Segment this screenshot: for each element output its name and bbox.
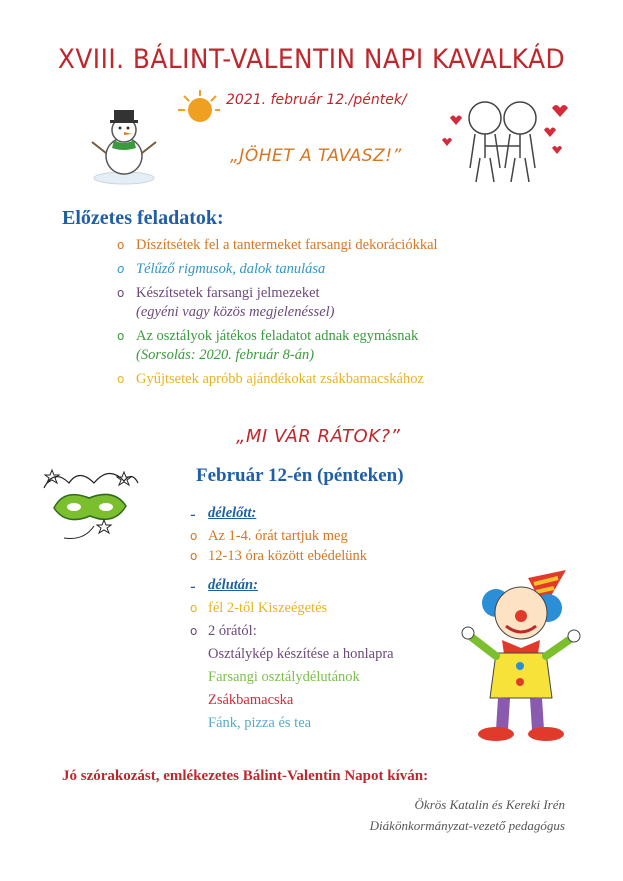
morning-label: délelőtt: (208, 505, 257, 521)
list-item: o Télűző rigmusok, dalok tanulása (117, 261, 326, 277)
hearts-couple-icon (440, 88, 570, 188)
list-item: Fánk, pizza és tea (208, 715, 312, 731)
signature-role: Diákönkormányzat-vezető pedagógus (369, 818, 565, 833)
carnival-mask-icon (34, 458, 144, 548)
prep-heading: Előzetes feladatok: (62, 207, 224, 229)
list-item: Farsangi osztálydélutánok (208, 669, 360, 685)
list-item: o Díszítsétek fel a tantermeket farsangi dekorációkkal (117, 237, 438, 253)
program-heading: „MI VÁR RÁTOK?” (236, 426, 401, 447)
list-item: fél 2-től Kiszeégetés (208, 600, 328, 616)
closing-wish: Jó szórakozást, emlékezetes Bálint-Valentin Napot kíván: (62, 768, 429, 784)
list-item: Zsákbamacska (208, 692, 294, 708)
afternoon-label: délután: (208, 577, 258, 593)
sun-icon (170, 88, 222, 128)
clown-icon (456, 558, 586, 743)
list-item: Osztálykép készítése a honlapra (208, 646, 394, 662)
signature-names: Ökrös Katalin és Kereki Irén (414, 797, 565, 812)
event-date: 2021. február 12./péntek/ (226, 92, 407, 108)
snowman-icon (88, 98, 160, 188)
list-item: o Gyűjtsetek apróbb ajándékokat zsákbamacskához (117, 371, 424, 387)
page-title: XVIII. BÁLINT-VALENTIN NAPI KAVALKÁD (57, 44, 566, 75)
list-item: Az 1-4. órát tartjuk meg (208, 528, 348, 544)
list-item: 2 órától: (208, 623, 257, 639)
motto: „JÖHET A TAVASZ!” (230, 146, 402, 166)
program-day: Február 12-én (pénteken) (196, 465, 404, 486)
prep-list (117, 236, 577, 394)
list-item: o Az osztályok játékos feladatot adnak egymásnak (Sorsolás: 2020. február 8-án) (117, 328, 419, 363)
list-item: 12-13 óra között ebédelünk (208, 548, 368, 564)
list-item: o Készítsetek farsangi jelmezeket (egyéni vagy közös megjelenéssel) (117, 285, 335, 320)
